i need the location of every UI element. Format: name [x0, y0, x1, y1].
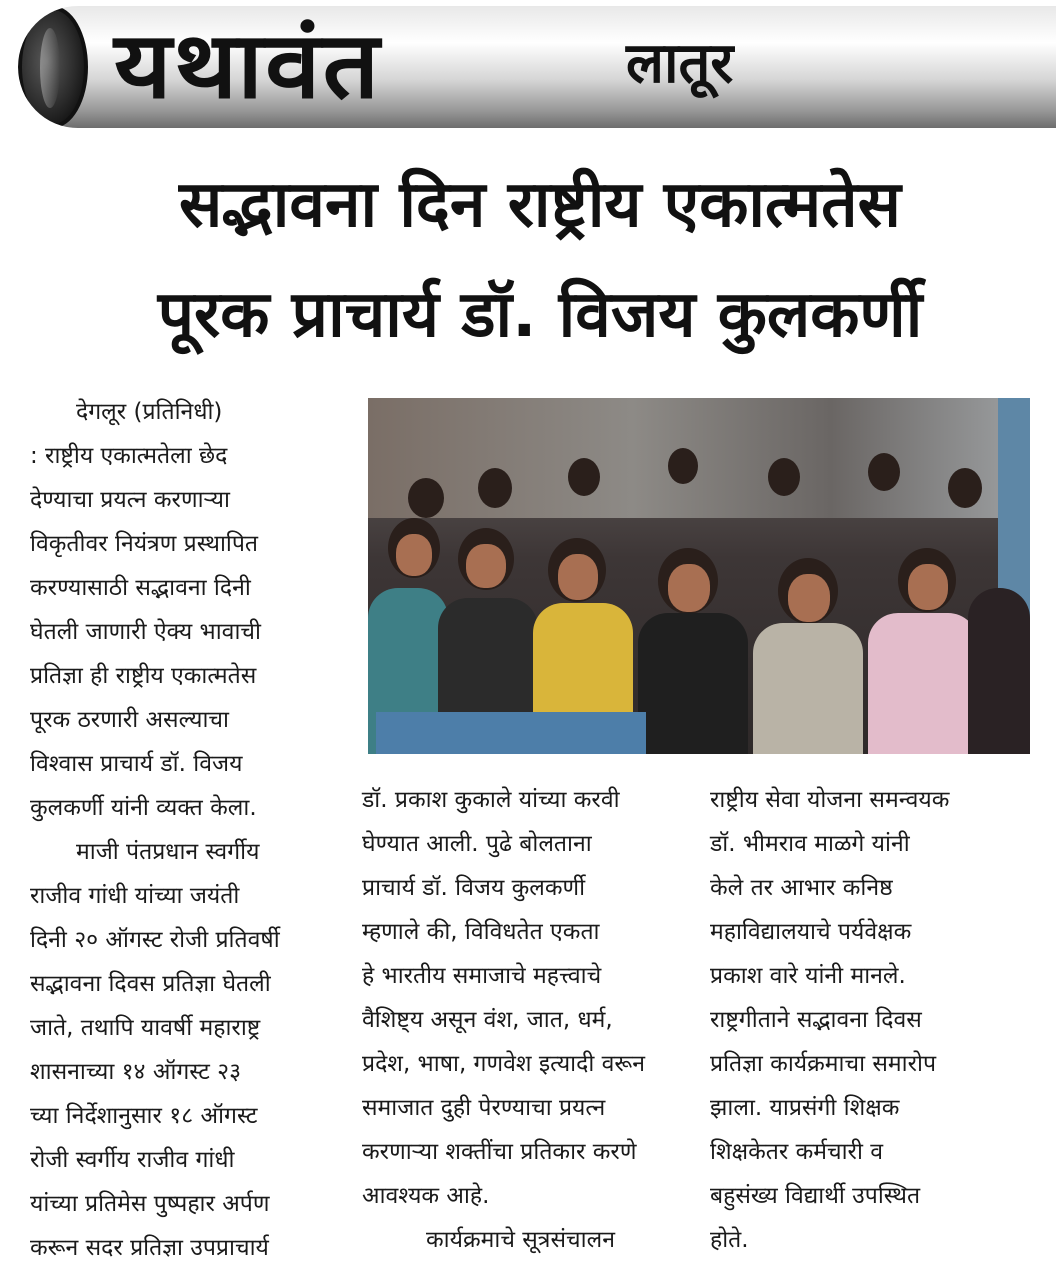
headline-line-2: पूरक प्राचार्य डॉ. विजय कुलकर्णी — [157, 278, 923, 352]
article-line: शिक्षकेतर कर्मचारी व — [710, 1139, 884, 1165]
photo-wall — [368, 398, 1030, 518]
article-line: घेतली जाणारी ऐक्य भावाची — [30, 619, 261, 645]
photo-face — [668, 564, 710, 612]
article-line: हे भारतीय समाजाचे महत्त्वाचे — [362, 963, 602, 989]
photo-figure-body — [753, 623, 863, 754]
article-line: करणाऱ्या शक्तींचा प्रतिकार करणे — [362, 1139, 637, 1165]
article-line: होते. — [710, 1227, 749, 1253]
photo-face — [558, 554, 598, 600]
article-column-3 — [710, 778, 1040, 1262]
photo-face — [466, 544, 506, 588]
article-line: रोजी स्वर्गीय राजीव गांधी — [30, 1147, 235, 1173]
article-line: कुलकर्णी यांनी व्यक्त केला. — [30, 795, 257, 821]
photo-figure — [948, 468, 982, 508]
photo-face — [908, 564, 948, 610]
article-line: प्रतिज्ञा कार्यक्रमाचा समारोप — [710, 1051, 937, 1077]
article-line: विश्वास प्राचार्य डॉ. विजय — [30, 751, 243, 777]
article-line: प्रदेश, भाषा, गणवेश इत्यादी वरून — [362, 1051, 646, 1077]
article-line: शासनाच्या १४ ऑगस्ट २३ — [30, 1059, 242, 1085]
article-line: प्राचार्य डॉ. विजय कुलकर्णी — [362, 875, 586, 901]
photo-figure — [478, 468, 512, 508]
article-column-2 — [362, 778, 692, 1262]
photo-face — [396, 534, 432, 576]
article-line: झाला. याप्रसंगी शिक्षक — [710, 1095, 900, 1121]
article-line: केले तर आभार कनिष्ठ — [710, 875, 893, 901]
article-line: डॉ. भीमराव माळगे यांनी — [710, 831, 910, 857]
article-line: म्हणाले की, विविधतेत एकता — [362, 919, 600, 945]
article-line: प्रकाश वारे यांनी मानले. — [710, 963, 906, 989]
article-column-1 — [30, 390, 360, 1270]
article-line: माजी पंतप्रधान स्वर्गीय — [76, 839, 260, 865]
article-line: वैशिष्ट्य असून वंश, जात, धर्म, — [362, 1007, 613, 1033]
photo-figure-body — [868, 613, 978, 754]
article-line: करून सदर प्रतिज्ञा उपप्राचार्य — [30, 1235, 269, 1261]
edition-name: लातूर — [626, 31, 734, 96]
article-line: समाजात दुही पेरण्याचा प्रयत्न — [362, 1095, 606, 1121]
newspaper-logo: यथावंत — [114, 12, 382, 119]
photo-figure — [408, 478, 444, 518]
photo-figure-body — [638, 613, 748, 754]
article-line: देगलूर (प्रतिनिधी) — [76, 399, 223, 425]
photo-desk — [376, 712, 646, 754]
article-line: कार्यक्रमाचे सूत्रसंचालन — [426, 1227, 615, 1253]
headline — [40, 150, 1040, 370]
masthead-banner — [18, 6, 1056, 128]
article-line: सद्भावना दिवस प्रतिज्ञा घेतली — [30, 971, 271, 997]
article-line: पूरक ठरणारी असल्याचा — [30, 707, 229, 733]
article-line: च्या निर्देशानुसार १८ ऑगस्ट — [30, 1103, 258, 1129]
article-line: दिनी २० ऑगस्ट रोजी प्रतिवर्षी — [30, 927, 280, 953]
news-photo — [368, 398, 1030, 754]
article-line: आवश्यक आहे. — [362, 1183, 490, 1209]
article-line: प्रतिज्ञा ही राष्ट्रीय एकात्मतेस — [30, 663, 257, 689]
photo-figure — [868, 453, 900, 491]
photo-face — [788, 574, 830, 622]
article-line: राजीव गांधी यांच्या जयंती — [30, 883, 240, 909]
article-line: विकृतीवर नियंत्रण प्रस्थापित — [30, 531, 259, 557]
photo-figure — [568, 458, 600, 496]
article-line: देण्याचा प्रयत्न करणाऱ्या — [30, 487, 230, 513]
article-line: बहुसंख्य विद्यार्थी उपस्थित — [710, 1183, 921, 1209]
article-line: जाते, तथापि यावर्षी महाराष्ट्र — [30, 1015, 261, 1041]
photo-figure — [768, 458, 800, 496]
article-line: राष्ट्रगीताने सद्भावना दिवस — [710, 1007, 922, 1033]
article-line: महाविद्यालयाचे पर्यवेक्षक — [710, 919, 912, 945]
headline-line-1: सद्भावना दिन राष्ट्रीय एकात्मतेस — [179, 168, 901, 242]
article-line: राष्ट्रीय सेवा योजना समन्वयक — [710, 787, 950, 813]
article-line: यांच्या प्रतिमेस पुष्पहार अर्पण — [30, 1191, 270, 1217]
article-line: घेण्यात आली. पुढे बोलताना — [362, 831, 592, 857]
article-line: : राष्ट्रीय एकात्मतेला छेद — [30, 443, 228, 469]
article-line: करण्यासाठी सद्भावना दिनी — [30, 575, 251, 601]
photo-figure-body — [968, 588, 1030, 754]
article-line: डॉ. प्रकाश कुकाले यांच्या करवी — [362, 787, 620, 813]
masthead-cylinder-cap — [18, 6, 88, 128]
photo-figure — [668, 448, 698, 484]
